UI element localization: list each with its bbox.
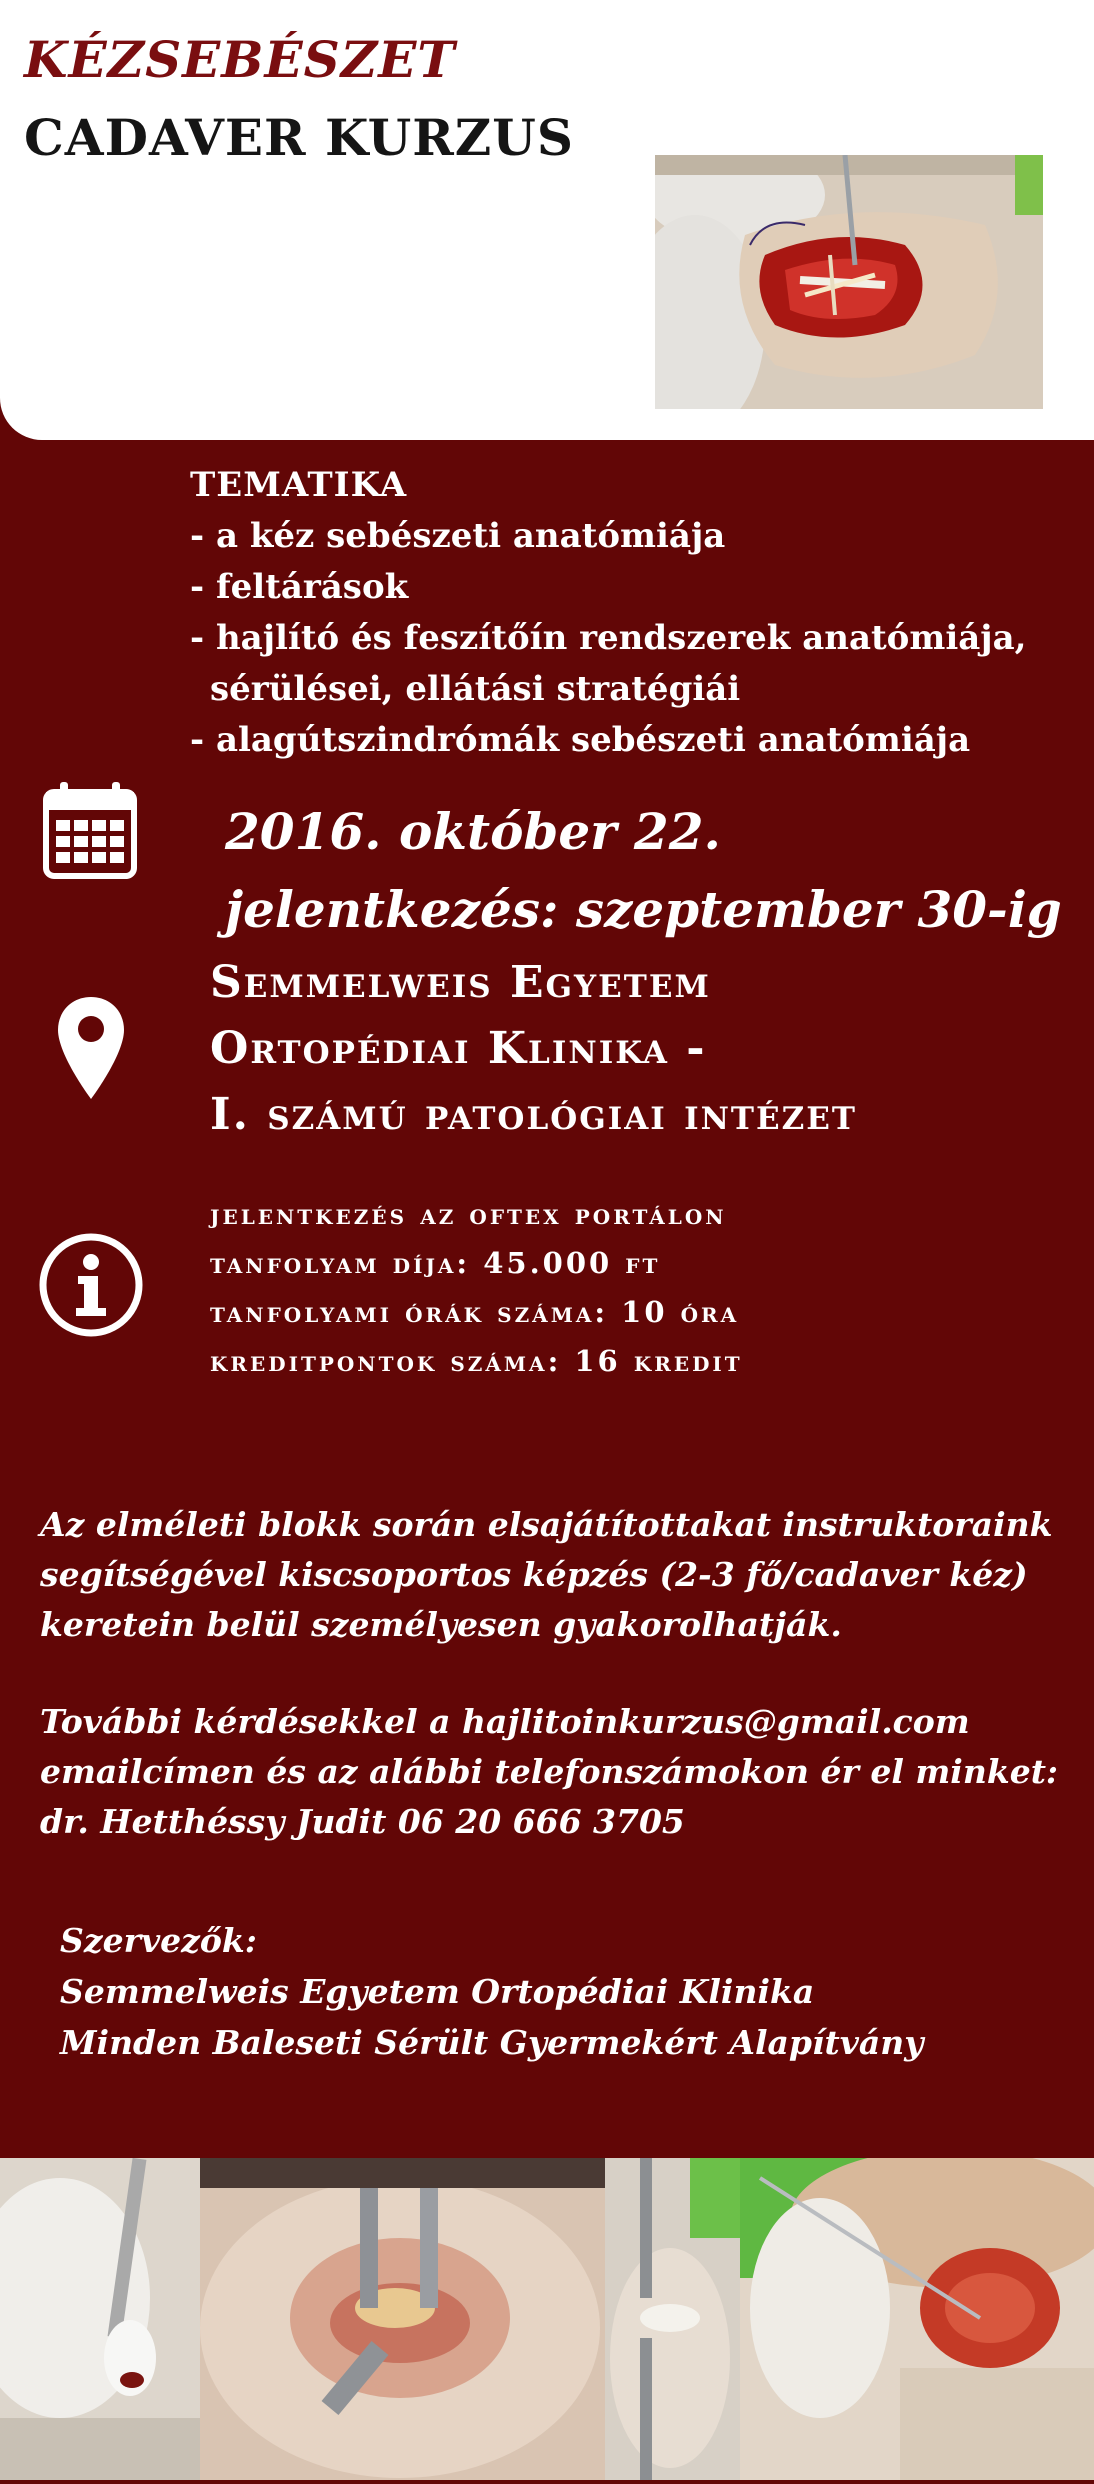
contact-email-line: További kérdésekkel a hajlitoinkurzus@gmail.com [40,1702,970,1741]
contact-phone-line: dr. Hetthéssy Judit 06 20 666 3705 [40,1802,685,1841]
info-icon [38,1232,144,1342]
paragraph-line: emailcímen és az alábbi telefonszámokon ér el minket: [40,1752,1059,1791]
info-line: jelentkezés az oftex portálon [210,1197,727,1231]
info-line: tanfolyam díja: 45.000 ft [210,1246,661,1280]
tematika-item: - hajlító és feszítőín rendszerek anatómiája, [190,618,1027,658]
description-paragraph [40,1500,1052,1650]
location-pin-icon [56,995,126,1105]
paragraph-line: segítségével kiscsoportos képzés (2-3 fő/cadaver kéz) [40,1555,1028,1594]
location-line: Ortopédiai Klinika - [210,1023,707,1074]
tematika-item: - alagútszindrómák sebészeti anatómiája [190,720,971,760]
organizer-line: Minden Baleseti Sérült Gyermekért Alapítvány [60,2023,924,2062]
registration-deadline: jelentkezés: szeptember 30-ig [225,880,1062,939]
location-line: Semmelweis Egyetem [210,957,711,1008]
organizer-line: Semmelweis Egyetem Ortopédiai Klinika [60,1972,815,2011]
info-line: kreditpontok száma: 16 kredit [210,1344,743,1378]
location-section [210,950,857,1148]
contact-paragraph [40,1697,1058,1847]
title-line-2: CADAVER KURZUS [24,108,575,167]
title-line-1: KÉZSEBÉSZET [24,30,456,89]
tematika-heading: TEMATIKA [190,465,408,505]
tematika-item: - a kéz sebészeti anatómiája [190,516,726,556]
date-section [225,793,1062,949]
tematika-item: sérülései, ellátási stratégiái [210,669,741,709]
organizers-section [60,1915,923,2068]
organizers-heading: Szervezők: [60,1921,257,1960]
course-date: 2016. október 22. [225,802,721,861]
tematika-item: - feltárások [190,567,409,607]
calendar-icon [42,780,138,884]
header-panel [0,0,1094,440]
paragraph-line: keretein belül személyesen gyakorolhatják. [40,1605,842,1644]
info-section [210,1190,743,1386]
tematika-section [190,460,1026,766]
info-line: tanfolyami órák száma: 10 óra [210,1295,740,1329]
paragraph-line: Az elméleti blokk során elsajátítottakat instruktoraink [40,1505,1053,1544]
surgery-photo-strip [0,2158,1094,2480]
location-line: I. számú patológiai intézet [210,1089,857,1140]
surgery-photo-top [655,155,1043,409]
